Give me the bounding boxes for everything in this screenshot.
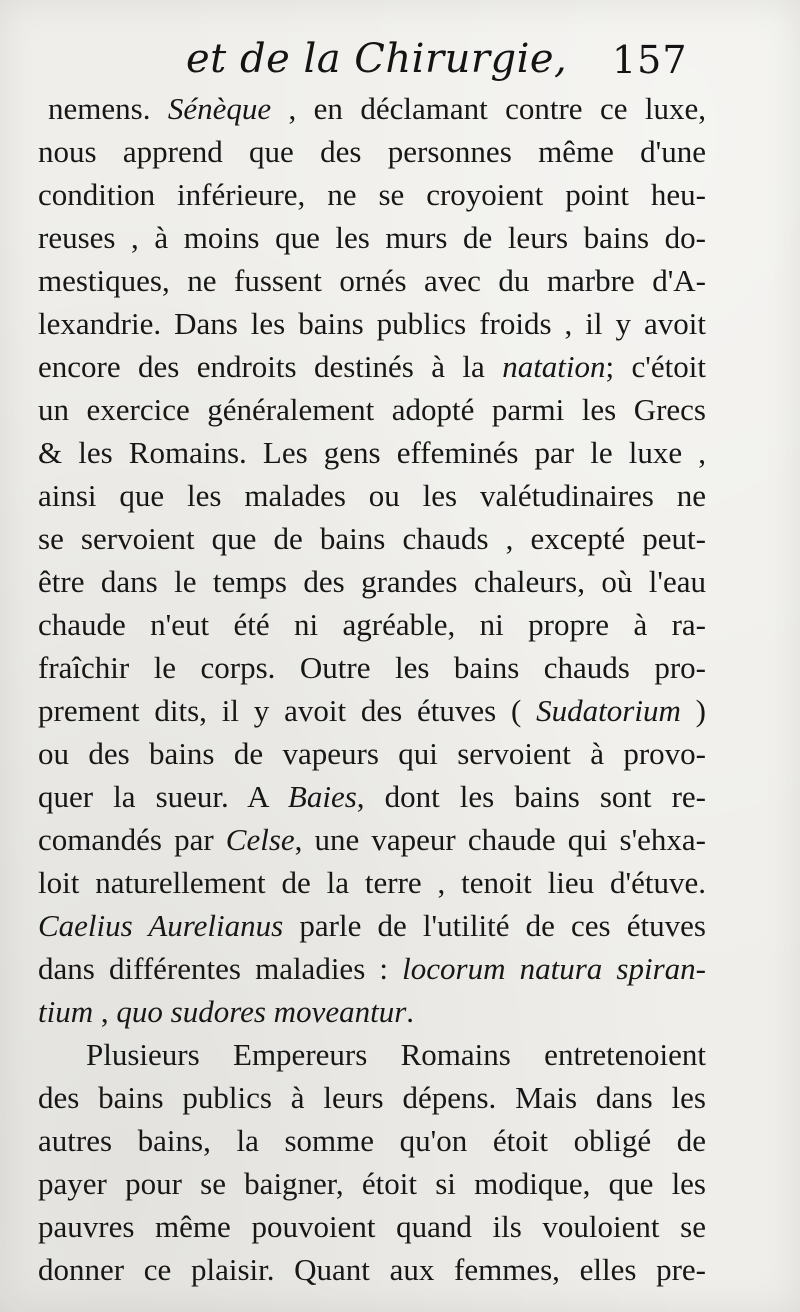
text-run: encore des endroits destinés à la xyxy=(38,349,503,384)
text-run: comandés par xyxy=(38,822,226,857)
text-run: donner ce plaisir. Quant aux femmes, elles pre- xyxy=(38,1252,706,1287)
text-line xyxy=(38,131,706,173)
text-run: loit naturellement de la terre , tenoit lieu d'étuve. xyxy=(38,865,706,900)
running-title: et de la Chirurgie, xyxy=(186,36,568,82)
italic-run: Sudatorium xyxy=(536,693,681,728)
text-run: se servoient que de bains chauds , excepté peut- xyxy=(38,521,706,556)
text-run: dans différentes maladies : xyxy=(38,951,403,986)
text-run: fraîchir le corps. Outre les bains chauds pro- xyxy=(38,650,706,685)
text-line xyxy=(38,303,706,345)
text-line xyxy=(86,1034,706,1076)
text-line xyxy=(38,389,706,431)
text-run: autres bains, la somme qu'on étoit obligé de xyxy=(38,1123,706,1158)
italic-run: tium xyxy=(38,994,94,1029)
text-run: payer pour se baigner, étoit si modique, que les xyxy=(38,1166,706,1201)
text-line xyxy=(38,518,706,560)
text-run: , xyxy=(93,994,117,1029)
text-run: nous apprend que des personnes même d'une xyxy=(38,134,706,169)
text-run: Plusieurs Empereurs Romains entretenoient xyxy=(86,1037,706,1072)
text-run: ) xyxy=(680,693,706,728)
text-run: ; c'étoit xyxy=(605,349,706,384)
text-line xyxy=(38,1120,706,1162)
text-line xyxy=(38,647,706,689)
text-run: nemens. xyxy=(48,91,168,126)
text-run: , une vapeur chaude qui s'ehxa- xyxy=(294,822,706,857)
text-line xyxy=(38,1163,706,1205)
italic-run: locorum natura spiran- xyxy=(402,951,706,986)
text-line xyxy=(38,690,706,732)
text-line xyxy=(38,819,706,861)
text-line xyxy=(38,604,706,646)
text-run: pauvres même pouvoient quand ils vouloient se xyxy=(38,1209,706,1244)
text-run: chaude n'eut été ni agréable, ni propre à ra- xyxy=(38,607,706,642)
text-run: un exercice généralement adopté parmi les Grecs xyxy=(38,392,706,427)
text-line xyxy=(38,346,706,388)
italic-run: Baies xyxy=(287,779,357,814)
text-run: des bains publics à leurs dépens. Mais dans les xyxy=(38,1080,706,1115)
text-run: ou des bains de vapeurs qui servoient à provo- xyxy=(38,736,706,771)
text-run: condition inférieure, ne se croyoient point heu- xyxy=(38,177,706,212)
text-run: quer la sueur. A xyxy=(38,779,288,814)
text-run: , dont les bains sont re- xyxy=(356,779,706,814)
text-run: , en déclamant contre ce luxe, xyxy=(271,91,706,126)
text-line xyxy=(38,733,706,775)
italic-run: Celse xyxy=(225,822,295,857)
text-run: être dans le temps des grandes chaleurs, où l'eau xyxy=(38,564,706,599)
italic-run: natation xyxy=(502,349,606,384)
italic-run: quo sudores moveantur xyxy=(116,994,407,1029)
italic-run: Caelius Aurelianus xyxy=(38,908,284,943)
text-line xyxy=(38,991,706,1033)
text-run: lexandrie. Dans les bains publics froids , il y avoit xyxy=(38,306,706,341)
text-run: & les Romains. Les gens effeminés par le luxe , xyxy=(38,435,706,470)
text-run: . xyxy=(406,994,415,1029)
text-run: ainsi que les malades ou les valétudinaires ne xyxy=(38,478,706,513)
text-line xyxy=(38,260,706,302)
text-run: mestiques, ne fussent ornés avec du marbre d'A- xyxy=(38,263,706,298)
text-line xyxy=(38,561,706,603)
text-line xyxy=(48,88,706,130)
text-line xyxy=(38,475,706,517)
text-line xyxy=(38,1077,706,1119)
text-run: reuses , à moins que les murs de leurs bains do- xyxy=(38,220,706,255)
text-run: parle de l'utilité de ces étuves xyxy=(283,908,706,943)
text-line xyxy=(38,174,706,216)
text-line xyxy=(38,432,706,474)
text-line xyxy=(38,905,706,947)
italic-run: Sénèque xyxy=(167,91,272,126)
text-line xyxy=(38,217,706,259)
text-line xyxy=(38,1206,706,1248)
page-number: 157 xyxy=(612,38,688,82)
text-line xyxy=(38,1249,706,1291)
text-line xyxy=(38,862,706,904)
text-line xyxy=(38,776,706,818)
text-line xyxy=(38,948,706,990)
text-run: prement dits, il y avoit des étuves ( xyxy=(38,693,537,728)
